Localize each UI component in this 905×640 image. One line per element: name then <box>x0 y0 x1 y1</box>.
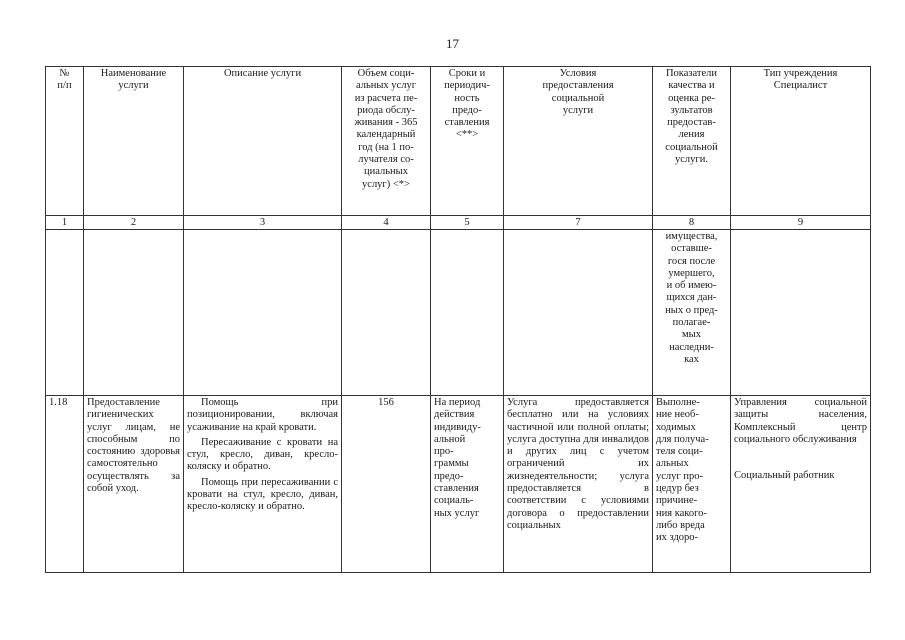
header-conditions: Условия предоставления социальной услуги <box>504 67 653 216</box>
header-institution: Тип учреждения Специалист <box>731 67 871 216</box>
row-number: 1.18 <box>46 396 84 573</box>
description-paragraph: Помощь при позиционировании, включая усаживание на край кровати. <box>187 397 338 433</box>
table-cell <box>504 230 653 396</box>
continuation-row <box>46 230 871 396</box>
service-name: Предоставление гигиенических услуг лицам, не способным по состоянию здоровья самостоятельно осуществлять за собой уход. <box>84 396 184 573</box>
table-cell <box>184 230 342 396</box>
service-description <box>184 396 342 573</box>
service-conditions: Услуга предоставляется бесплатно или на условиях частичной или полной оплаты; услуга доступна для инвалидов и других лиц с учетом ограничений их жизнедеятельности; услуга предоставляется в соответствии с условиями договора о предоставлении социальных <box>504 396 653 573</box>
header-quality: Показатели качества и оценка ре- зультатов предостав- ления социальной услуги. <box>653 67 731 216</box>
description-paragraph: Пересаживание с кровати на стул, кресло, диван, кресло-коляску и обратно. <box>187 436 338 473</box>
column-number: 1 <box>46 216 84 230</box>
specialist: Социальный работник <box>734 470 835 482</box>
header-terms: Сроки и периодич- ность предо- ставления <**> <box>431 67 504 216</box>
column-number: 5 <box>431 216 504 230</box>
service-volume: 156 <box>342 396 431 573</box>
description-paragraph: Помощь при пересаживании с кровати на стул, кресло, диван, кресло-коляску и обратно. <box>187 476 338 513</box>
column-number: 3 <box>184 216 342 230</box>
header-number: № п/п <box>46 67 84 216</box>
column-number: 9 <box>731 216 871 230</box>
column-number: 8 <box>653 216 731 230</box>
header-name: Наименование услуги <box>84 67 184 216</box>
institution-type: Управления социальной защиты населения, Комплексный центр социального обслуживания <box>734 397 867 445</box>
table-cell <box>431 230 504 396</box>
spacer <box>734 446 867 470</box>
page-number: 17 <box>446 36 459 51</box>
column-number: 4 <box>342 216 431 230</box>
column-numbers-row <box>46 216 871 230</box>
service-institution-cell <box>731 396 871 573</box>
table-cell <box>731 230 871 396</box>
table-cell <box>46 230 84 396</box>
header-row <box>46 67 871 216</box>
service-terms: На период действия индивиду- альной про- граммы предо- ставления социаль- ных услуг <box>431 396 504 573</box>
table-cell <box>84 230 184 396</box>
table-cell <box>342 230 431 396</box>
table-row-1-18 <box>46 396 871 573</box>
services-table <box>45 66 871 573</box>
column-number: 7 <box>504 216 653 230</box>
column-number: 2 <box>84 216 184 230</box>
header-volume: Объем соци- альных услуг из расчета пе- риода обслу- живания - 365 календарный год (на 1 по- лучателя со- циальных услуг) <*> <box>342 67 431 216</box>
header-description: Описание услуги <box>184 67 342 216</box>
service-quality: Выполне- ние необ- ходимых для получа- теля соци- альных услуг про- цедур без причине- ния какого- либо вреда их здоро- <box>653 396 731 573</box>
continuation-quality-text: имущества, оставше- гося после умершего, и об имею- щихся дан- ных о пред- полагае- мых наследни- ках <box>653 230 731 396</box>
